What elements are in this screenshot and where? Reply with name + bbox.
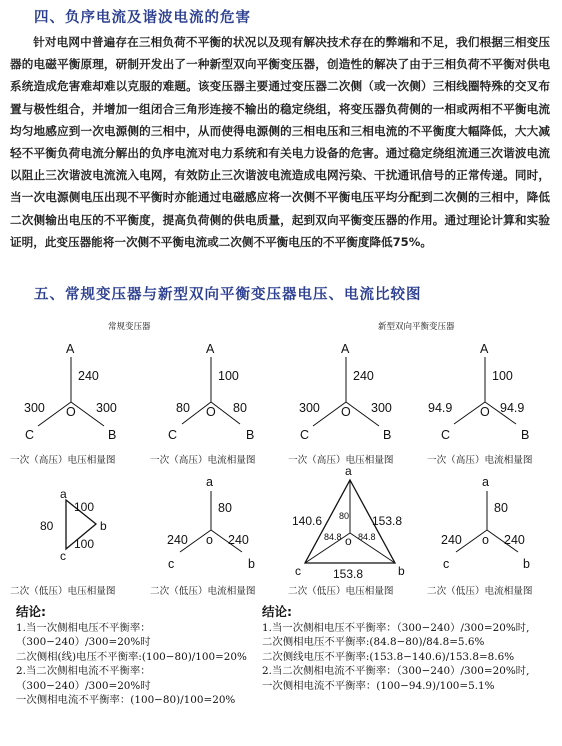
caption-primary-current: 一次（高压）电流相量图 (150, 455, 256, 466)
phasor-label-b: b (248, 557, 255, 571)
phasor-label-C: C (168, 428, 178, 442)
section4-title: 四、负序电流及谐波电流的危害 (34, 10, 251, 26)
phasor-value-right: 240 (504, 533, 525, 547)
phasor-label-o: o (206, 533, 213, 547)
conclusion-line: 1.当一次侧相电压不平衡率：（300−240）/300=20%时, (262, 622, 530, 634)
phasor-label-A: A (341, 342, 350, 356)
phasor-label-B: B (108, 428, 117, 442)
conventional-transformer-label: 常规变压器 (108, 321, 151, 331)
inner-phase-value-left: 84.8 (324, 532, 342, 542)
phasor-label-A: A (480, 342, 489, 356)
phasor-label-o: o (482, 533, 489, 547)
triangle-center-o: o (345, 534, 352, 548)
triangle-vertex-c: c (60, 549, 66, 563)
phasor-label-a: a (206, 475, 213, 489)
new-transformer-label: 新型双向平衡变压器 (378, 321, 455, 331)
conclusion-line: （300−240）/300=20%时 (16, 679, 151, 692)
phasor-label-B: B (246, 428, 255, 442)
triangle-side-ac: 80 (40, 519, 54, 533)
caption-primary-current: 一次（高压）电流相量图 (427, 455, 533, 466)
phasor-value-right: 80 (233, 401, 247, 415)
phasor-value-top: 240 (353, 369, 374, 383)
conclusion-conventional (16, 603, 247, 707)
triangle-side-right: 153.8 (372, 514, 403, 528)
phasor-value-top: 100 (218, 369, 239, 383)
conclusion-heading: 结论: (262, 604, 292, 619)
phasor-value-right: 300 (371, 401, 392, 415)
phasor-label-b: b (523, 557, 530, 571)
phasor-diagrams (0, 312, 562, 602)
phasor-value-left: 240 (441, 533, 462, 547)
conclusion-line: 1.当一次侧相电压不平衡率： (16, 622, 151, 634)
phasor-label-B: B (383, 428, 392, 442)
caption-secondary-voltage: 二次（低压）电压相量图 (288, 586, 394, 597)
phasor-label-A: A (206, 342, 215, 356)
caption-secondary-voltage: 二次（低压）电压相量图 (10, 586, 116, 597)
phasor-value-right: 94.9 (500, 401, 525, 415)
conclusion-line: 2.当二次侧相电流不平衡率： (16, 665, 151, 678)
conclusion-line: （300−240）/300=20%时 (16, 636, 151, 649)
conclusion-line: 一次侧相电流不平衡率：(100−94.9)/100=5.1% (262, 679, 495, 692)
phasor-value-top: 100 (492, 369, 513, 383)
phasor-value-top: 80 (494, 501, 508, 515)
caption-secondary-current: 二次（低压）电流相量图 (427, 586, 533, 597)
conclusion-line: 二次侧相(线)电压不平衡率:(100−80)/100=20% (16, 650, 247, 663)
phasor-value-top: 240 (78, 369, 99, 383)
caption-primary-voltage: 一次（高压）电压相量图 (288, 455, 394, 466)
triangle-vertex-c: c (295, 564, 301, 578)
phasor-label-C: C (25, 428, 35, 442)
phasor-value-left: 300 (24, 401, 45, 415)
phasor-value-right: 240 (228, 533, 249, 547)
caption-primary-voltage: 一次（高压）电压相量图 (10, 455, 116, 466)
triangle-side-left: 140.6 (292, 514, 323, 528)
phasor-label-O: O (341, 405, 351, 419)
conclusion-line: 一次侧相电流不平衡率：(100−80)/100=20% (16, 694, 236, 707)
section4-paragraph: 针对电网中普遍存在三相负荷不平衡的状况以及现有解决技术存在的弊端和不足，我们根据三相变压器的电磁平衡原理，研制开发出了一种新型双向平衡变压器，创造性的解决了由于三相负荷不平衡对供电系统造成危害难却难以克服的难题。该变压器主要通过变压器二次侧（或一次侧）三相线圈特殊的交叉布置与极性组合，并增加一组闭合三角形连接不输出的稳定绕组，将变压器负荷侧的一相或两相不平衡电流均匀地感应到一次电源侧的三相中，从而使得电源侧的三相电压和三相电流的不平衡度大幅降低，大大减轻不平衡负荷电流分解出的负序电流对电力系统和有关电力设备的危害。通过稳定绕组流通三次谐波电流以阻止三次谐波电流流入电网，有效防止三次谐波电流造成电网污染、干扰通讯信号的正常传递。同时，当一次电源侧电压出现不平衡时亦能通过电磁感应将一次侧不平衡电压平均分配到二次侧的三相中，降低二次侧输出电压的不平衡度，提高负荷侧的供电质量，起到双向平衡变压器的作用。通过理论计算和实验证明，此变压器能将一次侧不平衡电流或二次侧不平衡电压的不平衡度降低75%。 (10, 35, 550, 249)
conclusion-new-transformer (262, 603, 529, 693)
phasor-label-C: C (300, 428, 310, 442)
phasor-value-top: 80 (218, 501, 232, 515)
phasor-value-left: 80 (176, 401, 190, 415)
phasor-label-c: c (168, 557, 175, 571)
conclusion-line: 二次侧线电压不平衡率:(153.8−140.6)/153.8=8.6% (262, 650, 515, 663)
phasor-value-right: 300 (96, 401, 117, 415)
triangle-vertex-a: a (60, 487, 67, 501)
phasor-value-left: 94.9 (428, 401, 453, 415)
phasor-label-A: A (66, 342, 75, 356)
inner-phase-value-top: 80 (339, 511, 350, 521)
phasor-label-O: O (480, 405, 490, 419)
phasor-label-O: O (206, 405, 216, 419)
triangle-side-ab: 100 (74, 500, 95, 514)
phasor-value-left: 240 (167, 533, 188, 547)
phasor-label-c: c (443, 557, 450, 571)
triangle-side-bottom: 153.8 (333, 567, 364, 581)
inner-phase-value-right: 84.8 (358, 532, 376, 542)
section5-title: 五、常规变压器与新型双向平衡变压器电压、电流比较图 (34, 287, 422, 303)
phasor-label-B: B (521, 428, 530, 442)
phasor-value-left: 300 (299, 401, 320, 415)
triangle-vertex-b: b (100, 519, 107, 533)
caption-secondary-current: 二次（低压）电流相量图 (150, 586, 256, 597)
phasor-label-C: C (441, 428, 451, 442)
phasor-label-a: a (482, 475, 489, 489)
triangle-vertex-b: b (398, 564, 405, 578)
triangle-side-bc: 100 (74, 537, 95, 551)
phasor-label-O: O (66, 405, 76, 419)
conclusion-line: 二次侧相电压不平衡率:(84.8−80)/84.8=5.6% (262, 636, 485, 649)
triangle-vertex-a: a (345, 464, 352, 478)
conclusion-line: 2.当二次侧相电流不平衡率：（300−240）/300=20%时, (262, 665, 530, 678)
conclusion-heading: 结论: (16, 604, 46, 619)
